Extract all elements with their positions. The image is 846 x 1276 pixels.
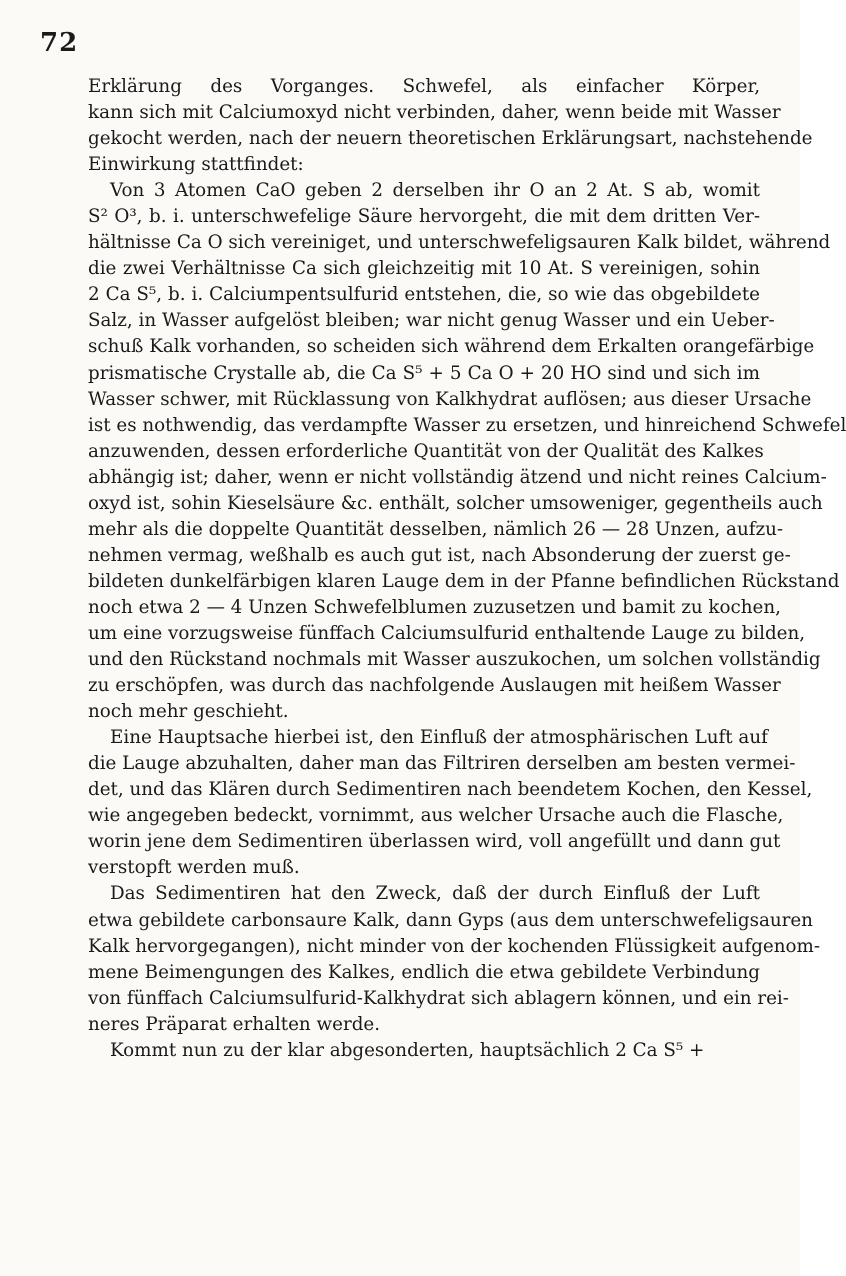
page-number: 72 (40, 28, 79, 58)
text-line: prismatische Crystalle ab, die Ca S⁵ + 5 Ca O + 20 HO sind und sich im (88, 362, 760, 384)
text-line: Kalk hervorgegangen), nicht minder von der kochenden Flüssigkeit aufgenom- (88, 935, 821, 957)
text-line: mehr als die doppelte Quantität desselben, nämlich 26 — 28 Unzen, aufzu- (88, 518, 784, 540)
text-line: Eine Hauptsache hierbei ist, den Einfluß der atmosphärischen Luft auf (110, 727, 768, 749)
body-text (88, 74, 846, 1064)
text-line: Einwirkung stattfindet: (88, 154, 304, 176)
text-line: von fünffach Calciumsulfurid-Kalkhydrat sich ablagern können, und ein rei- (88, 987, 789, 1009)
paragraph (88, 74, 813, 178)
text-line: noch mehr geschieht. (88, 701, 289, 723)
text-line: 2 Ca S⁵, b. i. Calciumpentsulfurid entstehen, die, so wie das obgebildete (88, 284, 760, 306)
text-line: hältnisse Ca O sich vereiniget, und unterschwefeligsauren Kalk bildet, während (88, 232, 831, 254)
text-line: abhängig ist; daher, wenn er nicht vollständig ätzend und nicht reines Calcium- (88, 466, 827, 488)
text-line: Von 3 Atomen CaO geben 2 derselben ihr O an 2 At. S ab, womit (110, 180, 760, 202)
text-line: ist es nothwendig, das verdampfte Wasser zu ersetzen, und hinreichend Schwefel (88, 414, 846, 436)
text-line: worin jene dem Sedimentiren überlassen wird, voll angefüllt und dann gut (88, 831, 781, 853)
text-line: Das Sedimentiren hat den Zweck, daß der durch Einfluß der Luft (110, 883, 760, 905)
text-line: wie angegeben bedeckt, vornimmt, aus welcher Ursache auch die Flasche, (88, 805, 784, 827)
text-line: Erklärung des Vorganges. Schwefel, als einfacher Körper, (88, 76, 760, 97)
paragraph (88, 1038, 760, 1064)
text-line: nehmen vermag, weßhalb es auch gut ist, nach Absonderung der zuerst ge- (88, 544, 791, 566)
paragraph (88, 178, 846, 725)
text-line: kann sich mit Calciumoxyd nicht verbinden, daher, wenn beide mit Wasser (88, 102, 781, 124)
text-line: bildeten dunkelfärbigen klaren Lauge dem in der Pfanne befindlichen Rückstand (88, 570, 840, 592)
text-line: und den Rückstand nochmals mit Wasser auszukochen, um solchen vollständig (88, 649, 821, 671)
paragraph (88, 725, 813, 881)
text-line: S² O³, b. i. unterschwefelige Säure hervorgeht, die mit dem dritten Ver- (88, 206, 760, 228)
text-line: Wasser schwer, mit Rücklassung von Kalkhydrat auflösen; aus dieser Ursache (88, 388, 812, 410)
text-line: oxyd ist, sohin Kieselsäure &c. enthält, solcher umsoweniger, gegentheils auch (88, 492, 823, 514)
text-line: die Lauge abzuhalten, daher man das Filtriren derselben am besten vermei- (88, 753, 796, 775)
text-line: verstopft werden muß. (88, 857, 300, 879)
text-line: noch etwa 2 — 4 Unzen Schwefelblumen zuzusetzen und bamit zu kochen, (88, 596, 781, 618)
text-line: neres Präparat erhalten werde. (88, 1013, 381, 1035)
paragraph (88, 881, 821, 1037)
text-line: etwa gebildete carbonsaure Kalk, dann Gyps (aus dem unterschwefeligsauren (88, 909, 813, 931)
text-line: die zwei Verhältnisse Ca sich gleichzeitig mit 10 At. S vereinigen, sohin (88, 258, 760, 280)
text-line: mene Beimengungen des Kalkes, endlich die etwa gebildete Verbindung (88, 961, 760, 983)
text-line: schuß Kalk vorhanden, so scheiden sich während dem Erkalten orangefärbige (88, 336, 815, 358)
text-line: Kommt nun zu der klar abgesonderten, hauptsächlich 2 Ca S⁵ + (110, 1039, 705, 1061)
text-line: zu erschöpfen, was durch das nachfolgende Auslaugen mit heißem Wasser (88, 675, 781, 697)
text-line: Salz, in Wasser aufgelöst bleiben; war nicht genug Wasser und ein Ueber- (88, 310, 775, 332)
text-line: um eine vorzugsweise fünffach Calciumsulfurid enthaltende Lauge zu bilden, (88, 622, 806, 644)
text-line: anzuwenden, dessen erforderliche Quantität von der Qualität des Kalkes (88, 440, 764, 462)
text-line: gekocht werden, nach der neuern theoretischen Erklärungsart, nachstehende (88, 128, 813, 150)
text-line: det, und das Klären durch Sedimentiren nach beendetem Kochen, den Kessel, (88, 779, 813, 801)
